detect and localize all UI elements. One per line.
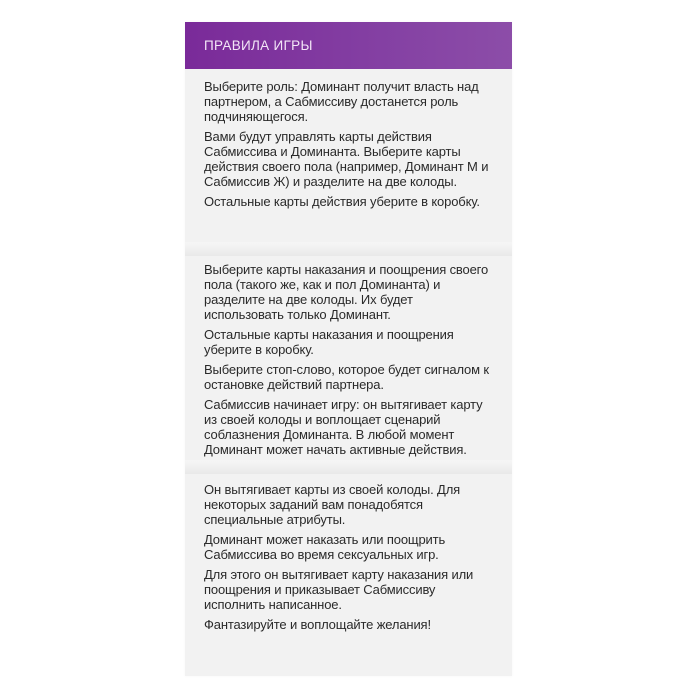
rules-header — [185, 22, 512, 69]
rule-paragraph: Доминант может наказать или поощрить Сабмиссива во время сексуальных игр. — [204, 532, 446, 562]
rules-card — [185, 22, 512, 676]
rule-paragraph: Вами будут управлять карты действия Сабмиссива и Доминанта. Выберите карты действия своего пола (например, Доминант М и Сабмиссив Ж) и разделите на две колоды. — [204, 129, 489, 189]
rule-paragraph: Выберите стоп-слово, которое будет сигналом к остановке действий партнера. — [204, 362, 489, 392]
rule-paragraph: Фантазируйте и воплощайте желания! — [204, 617, 431, 632]
rule-paragraph: Остальные карты наказания и поощрения уберите в коробку. — [204, 327, 454, 357]
rule-paragraph: Он вытягивает карты из своей колоды. Для некоторых заданий вам понадобятся специальные атрибуты. — [204, 482, 461, 527]
rules-section-setup — [185, 69, 512, 242]
rule-paragraph: Сабмиссив начинает игру: он вытягивает карту из своей колоды и воплощает сценарий соблазнения Доминанта. В любой момент Доминант может начать активные действия. — [204, 397, 483, 457]
rules-section-play — [185, 460, 512, 676]
rules-section-cards — [185, 242, 512, 460]
rule-paragraph: Выберите роль: Доминант получит власть над партнером, а Сабмиссиву достанется роль подчиняющегося. — [204, 79, 479, 124]
page-title: ПРАВИЛА ИГРЫ — [204, 38, 313, 53]
rule-paragraph: Остальные карты действия уберите в коробку. — [204, 194, 480, 209]
rule-paragraph: Выберите карты наказания и поощрения своего пола (такого же, как и пол Доминанта) и разделите на две колоды. Их будет использовать только Доминант. — [204, 262, 489, 322]
rule-paragraph: Для этого он вытягивает карту наказания или поощрения и приказывает Сабмиссиву исполнить написанное. — [204, 567, 474, 612]
